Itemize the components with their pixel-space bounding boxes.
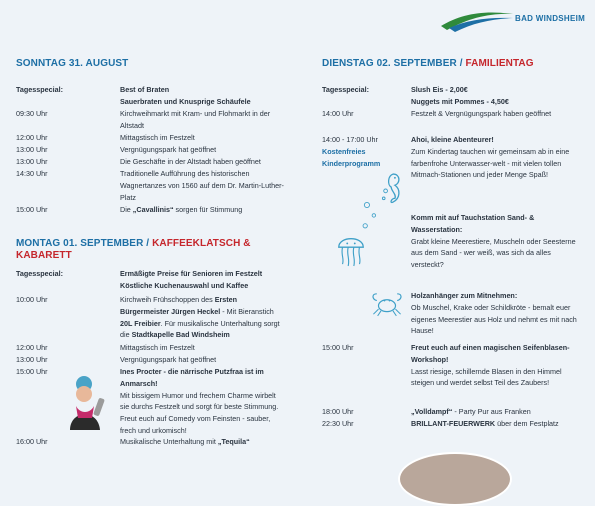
act-name: „Tequila“ xyxy=(217,437,250,446)
time-label: 10:00 Uhr xyxy=(16,295,48,304)
event-desc: Die Geschäfte in der Altstadt haben geöffnet xyxy=(120,157,261,166)
logo-swoosh-icon xyxy=(439,4,515,34)
event-desc: Kirchweihmarkt mit Kram- und Flohmarkt in der Altstadt xyxy=(120,109,271,130)
logo-text: BAD WINDSHEIM xyxy=(515,14,586,23)
act-name: „Volldampf“ xyxy=(411,407,453,416)
event-desc: Vergnügungspark hat geöffnet xyxy=(120,355,217,364)
time-label: 16:00 Uhr xyxy=(16,437,48,446)
time-label: 13:00 Uhr xyxy=(16,355,48,364)
time-label: 22:30 Uhr xyxy=(322,419,354,428)
time-label: 18:00 Uhr xyxy=(322,407,354,416)
time-label: 14:00 Uhr xyxy=(322,109,354,118)
time-label: 12:00 Uhr xyxy=(16,133,48,142)
act-name: „Cavallinis“ xyxy=(132,205,174,214)
event-desc: Traditionelle Aufführung des historischen Wagnertanzes von 1560 auf dem Dr. Martin-Luther-Platz xyxy=(120,169,284,202)
time-label: 13:00 Uhr xyxy=(16,145,48,154)
act-name: Ines Procter - die närrische Putzfraa ist im Anmarsch! xyxy=(120,367,264,388)
special-line: Ermäßigte Preise für Senioren im Festzelt xyxy=(120,269,263,278)
special-line: Nuggets mit Pommes - 4,50€ xyxy=(411,96,509,106)
event-desc: Vergnügungspark hat geöffnet xyxy=(120,145,217,154)
time-label: 15:00 Uhr xyxy=(322,343,354,352)
time-label: 15:00 Uhr xyxy=(16,205,48,214)
comedian-photo xyxy=(62,374,112,430)
act-name: BRILLANT-FEUERWERK xyxy=(411,419,496,428)
act-name: Komm mit auf Tauchstation Sand- & Wasserstation: xyxy=(411,213,535,234)
event-desc: Festzelt & Vergnügungspark haben geöffnet xyxy=(411,109,552,118)
event-desc: Ob Muschel, Krake oder Schildkröte - bemalt euer eigenes Meerestier aus Holz und nehmt es mit nach Hause! xyxy=(411,302,577,336)
special-line: Köstliche Kuchenauswahl und Kaffee xyxy=(120,280,249,290)
tuesday-title: DIENSTAG 02. SEPTEMBER / FAMILIENTAG xyxy=(322,58,534,69)
event-desc: Lasst riesige, schillernde Blasen in den Himmel steigen und werdet selbst Teil des Zaubers! xyxy=(411,366,562,388)
time-label: 09:30 Uhr xyxy=(16,109,48,118)
crab-icon xyxy=(370,290,404,318)
special-line: Best of Braten xyxy=(120,85,170,94)
time-label: Tagesspecial: xyxy=(16,269,64,278)
bubbles-icon xyxy=(360,196,386,240)
special-line: Sauerbraten und Knusprige Schäufele xyxy=(120,96,251,106)
special-line: Slush Eis - 2,00€ xyxy=(411,85,468,94)
time-label: 12:00 Uhr xyxy=(16,343,48,352)
time-label: 14:30 Uhr xyxy=(16,169,48,178)
event-desc: Zum Kindertag tauchen wir gemeinsam ab in eine farbenfrohe Unterwasser-welt - mit vielen tollen Mitmach-Stationen und jeder Menge Spaß! xyxy=(411,146,570,180)
logo xyxy=(439,0,589,38)
sunday-title: SONNTAG 31. AUGUST xyxy=(16,58,129,69)
bottom-photo xyxy=(398,452,512,506)
time-label: Tagesspecial: xyxy=(322,85,370,94)
time-label: Tagesspecial: xyxy=(16,85,64,94)
event-desc: Grabt kleine Meerestiere, Muscheln oder Seesterne aus dem Sand - wer weiß, was sich da alles versteckt? xyxy=(411,236,576,270)
time-label: 13:00 Uhr xyxy=(16,157,48,166)
time-label: 15:00 Uhr xyxy=(16,367,48,376)
act-name: Freut euch auf einen magischen Seifenblasen-Workshop! xyxy=(411,343,570,364)
act-name: Ahoi, kleine Abenteurer! xyxy=(411,135,494,144)
kids-program-label: Kostenfreies Kinderprogramm xyxy=(322,146,381,168)
time-label: 14:00 - 17:00 Uhr xyxy=(322,135,378,144)
act-name: Holzanhänger zum Mitnehmen: xyxy=(411,291,518,300)
event-desc: Mittagstisch im Festzelt xyxy=(120,343,195,352)
event-desc: Mittagstisch im Festzelt xyxy=(120,133,195,142)
event-desc: Mit bissigem Humor und frechem Charme wirbelt sie durchs Festzelt und sorgt für beste Stimmung. Freut euch auf Comedy vom Feinsten - sauber, frech und urkomisch! xyxy=(120,390,279,435)
monday-title: MONTAG 01. SEPTEMBER / KAFFEEKLATSCH & KABARETT xyxy=(16,238,251,261)
